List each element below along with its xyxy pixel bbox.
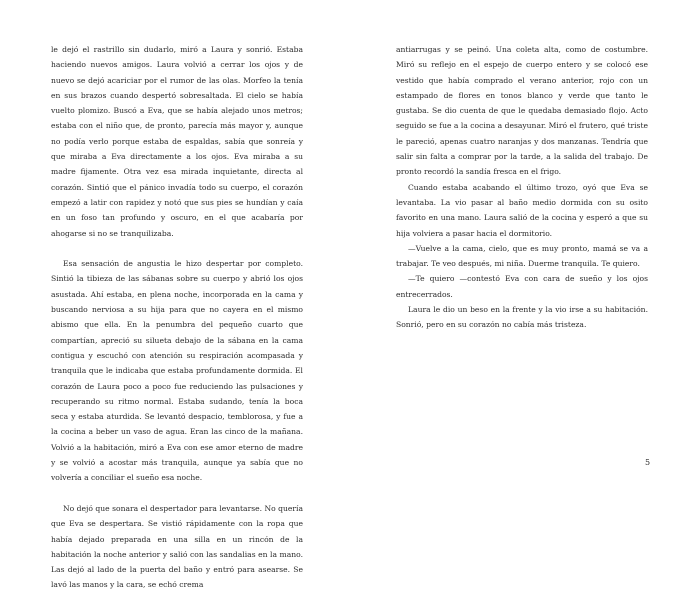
paragraph: Laura le dio un beso en la frente y la vio irse a su habitación. Sonrió, pero en su corazón no cabía más tristeza. <box>396 305 648 330</box>
paragraph: Cuando estaba acabando el último trozo, oyó que Eva se levantaba. La vio pasar al baño medio dormida con su osito favorito en una mano. Laura salió de la cocina y esperó a que su hija volviera a pasar hacia el dormitorio. <box>396 182 648 238</box>
dialogue-line: —Vuelve a la cama, cielo, que es muy pronto, mamá se va a trabajar. Te veo después, mi niña. Duerme tranquila. Te quiero. <box>396 243 648 269</box>
paragraph: le dejó el rastrillo sin dudarlo, miró a Laura y sonrió. Estaba haciendo nuevos amigos. Laura volvió a cerrar los ojos y de nuevo se dejó acariciar por el rumor de las olas. Morfeo la tenía en sus brazos cuando despertó sobresaltada. El cielo se había vuelto plomizo. Buscó a Eva, que se había alejado unos metros; estaba con el niño que, de pronto, parecía más mayor y, aunque no podía verlo porque estaba de espaldas, sabía que sonreía y que miraba a Eva directamente a los ojos. Eva miraba a su madre fijamente. Otra vez esa mirada inquietante, directa al corazón. Sintió que el pánico invadía todo su cuerpo, el corazón empezó a latir con rapidez y notó que sus pies se hundían y caía en un foso tan profundo y oscuro, en el que acabaría por ahogarse si no se tranquilizaba. <box>51 45 303 238</box>
paragraph: antiarrugas y se peinó. Una coleta alta, como de costumbre. Miró su reflejo en el espejo de cuerpo entero y se colocó ese vestido que había comprado el verano anterior, rojo con un estampado de flores en tonos blanco y verde que tanto le gustaba. Se dio cuenta de que le quedaba demasiado flojo. Acto seguido se fue a la cocina a desayunar. Miró el frutero, qué triste le pareció, apenas cuatro naranjas y dos manzanas. Tendría que salir sin falta a comprar por la tarde, a la salida del trabajo. De pronto recordó la sandía fresca en el frigo. <box>396 45 648 177</box>
page-number: 5 <box>645 458 651 467</box>
paragraph: No dejó que sonara el despertador para levantarse. No quería que Eva se despertara. Se vistió rápidamente con la ropa que había dejado preparada en una silla en un rincón de la habitación la noche anterior y salió con las sandalias en la mano. Las dejó al lado de la puerta del baño y entró para asearse. Se lavó las manos y la cara, se echó crema <box>51 503 303 590</box>
right-text-column <box>396 42 648 333</box>
left-text-column <box>51 42 303 593</box>
dialogue-line: —Te quiero —contestó Eva con cara de sueño y los ojos entrecerrados. <box>396 274 648 299</box>
paragraph: Esa sensación de angustia le hizo despertar por completo. Sintió la tibieza de las sábanas sobre su cuerpo y abrió los ojos asustada. Ahí estaba, en plena noche, incorporada en la cama y buscando nerviosa a su hija para que no cayera en el mismo abismo que ella. En la penumbra del pequeño cuarto que compartían, apreció su silueta debajo de la sábana en la cama contigua y escuchó con atención su respiración acompasada y tranquila que le indicaba que estaba profundamente dormida. El corazón de Laura poco a poco fue reduciendo las pulsaciones y recuperando su ritmo normal. Estaba sudando, tenía la boca seca y estaba aturdida. Se levantó despacio, temblorosa, y fue a la cocina a beber un vaso de agua. Eran las cinco de la mañana. Volvió a la habitación, miró a Eva con ese amor eterno de madre y se volvió a acostar más tranquila, aunque ya sabía que no volvería a conciliar el sueño esa noche. <box>51 259 303 483</box>
